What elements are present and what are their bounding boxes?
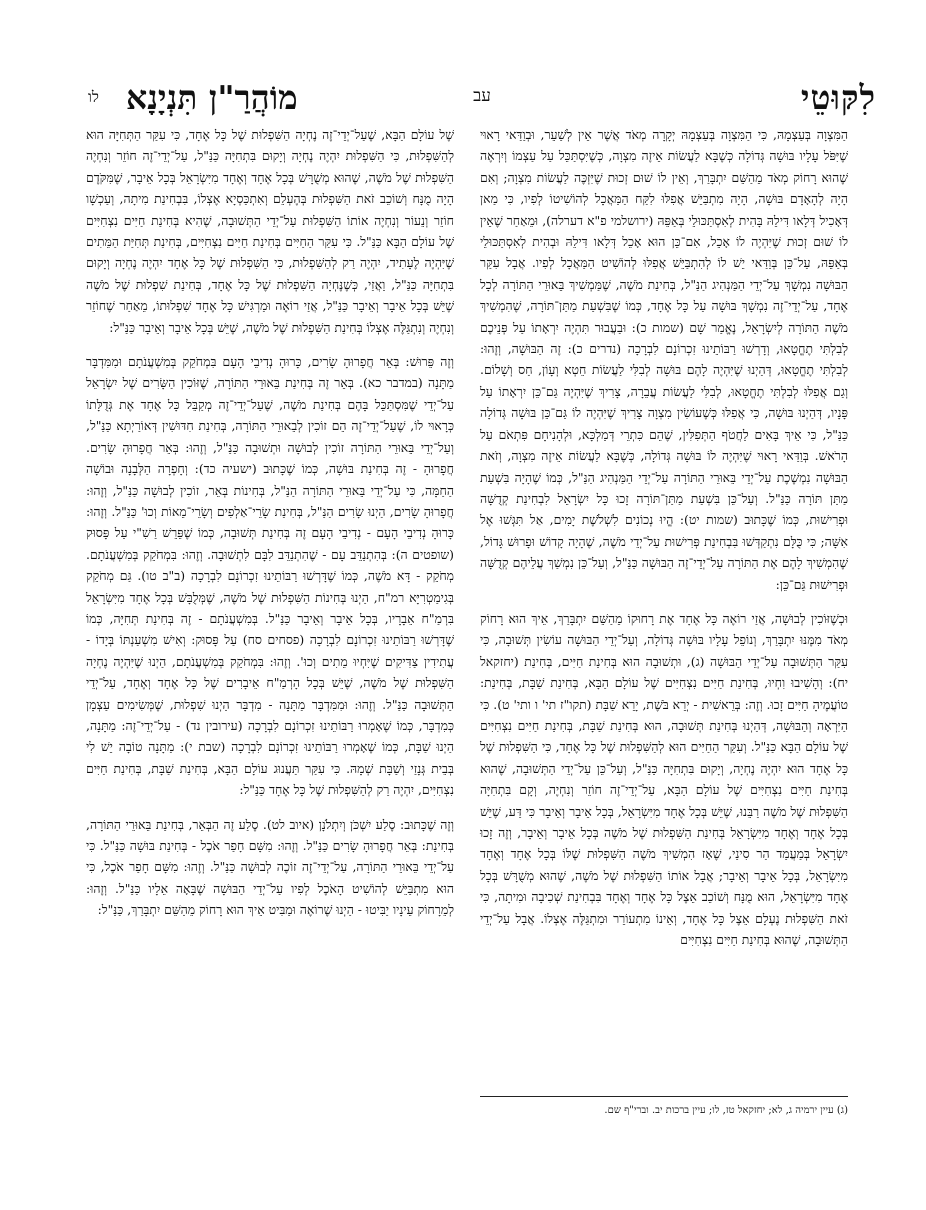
text-column-left	[86, 124, 454, 921]
footnote-divider	[480, 1096, 848, 1097]
book-title-right: לִקּוּטֵי	[800, 78, 876, 117]
paragraph: שֶׁל עוֹלָם הַבָּא, שֶׁעַל־יְדֵי־זֶה נֶחְיָה הַשִּׁפְלוּת שֶׁל כָּל אֶחָד, כִּי עִקַּר הַתְּחִיָּה הוּא לְהַשִּׁפְלוּת, כִּי הַשִּׁפְלוּת יִהְיֶה נֶחְיָה וְיָקוּם בִּתְחִיָּה כַּנַּ"ל, עַל־יְדֵי־זֶה חוֹזֵר וְנִחְיֶה הַשִּׁפְלוּת שֶׁל מֹשֶׁה, שֶׁהוּא מְשֻׁרָּשׁ בְּכָל אֶחָד וְאֶחָד מִיִּשְׂרָאֵל בְּכָל אֵיבָר, שֶׁמִּקֹּדֶם הָיָה מֻנָּח וְשׁוֹכֵב זֹאת הַשִּׁפְלוּת בְּהֶעְלֵם וְאִתְכַּסְיָא אֶצְלוֹ, בִּבְחִינַת מִיתָה, וְעַכְשָׁו חוֹזֵר וְנֵעוֹר וְנִחְיֶה אוֹתוֹ הַשִּׁפְלוּת עַל־יְדֵי הַתְּשׁוּבָה, שֶׁהִיא בְּחִינַת חַיִּים נִצְחִיִּים שֶׁל עוֹלָם הַבָּא כַּנַּ"ל. כִּי עִקַּר הַחַיִּים בְּחִינַת חַיִּים נִצְחִיִּים, בְּחִינַת תְּחִיַּת הַמֵּתִים שֶׁיִּהְיֶה לֶעָתִיד, יִהְיֶה רַק לְהַשִּׁפְלוּת, כִּי הַשִּׁפְלוּת שֶׁל כָּל אֶחָד יִהְיֶה נֶחְיָה וְיָקוּם בִּתְחִיָּה כַּנַּ"ל, וַאֲזַי, כְּשֶׁנֶּחְיָה הַשִּׁפְלוּת שֶׁל כָּל אֶחָד, בְּחִינַת שִׁפְלוּת שֶׁל מֹשֶׁה שֶׁיֵּשׁ בְּכָל אֵיבָר וְאֵיבָר כַּנַּ"ל, אֲזַי רוֹאֶה וּמַרְגִּישׁ כָּל אֶחָד שִׁפְלוּתוֹ, מֵאַחַר שֶׁחוֹזֵר וְנִחְיֶה וְנִתְגַּלֶּה אֶצְלוֹ בְּחִינַת הַשִּׁפְלוּת שֶׁל מֹשֶׁה, שֶׁיֵּשׁ בְּכָל אֵיבָר וְאֵיבָר כַּנַּ"ל:	[86, 127, 454, 335]
text-column-right	[480, 124, 848, 950]
paragraph: וְזֶה שֶׁכָּתוּב: סֶלַע יִשְׁכֹּן וְיִתְלֹנָן (איוב לט). סֶלַע זֶה הַבְּאֵר, בְּחִינַת בֵּאוּרֵי הַתּוֹרָה, בְּחִינַת: בְּאֵר חֲפָרוּהָ שָׂרִים כַּנַּ"ל. וְזֶהוּ: מִשָּׁם חָפַר אֹכֶל - בְּחִינַת בּוּשָׁה כַּנַּ"ל. כִּי עַל־יְדֵי בֵּאוּרֵי הַתּוֹרָה, עַל־יְדֵי־זֶה זוֹכֶה לְבוּשָׁה כַּנַּ"ל. וְזֶהוּ: מִשָּׁם חָפַר אֹכֶל, כִּי הוּא מִתְבַּיֵּשׁ לְהוֹשִׁיט הָאֹכֶל לְפִיו עַל־יְדֵי הַבּוּשָׁה שֶׁבָּאָה אֵלָיו כַּנַּ"ל. וְזֶהוּ: לְמֵרָחוֹק עֵינָיו יַבִּיטוּ - הַיְנוּ שֶׁרוֹאֶה וּמַבִּיט אֵיךְ הוּא רָחוֹק מֵהַשֵּׁם יִתְבָּרַךְ, כַּנַּ"ל:	[86, 816, 454, 918]
running-header	[88, 78, 876, 124]
paragraph: הַמִּצְוָה בְּעַצְמָהּ, כִּי הַמִּצְוָה בְּעַצְמָהּ יְקָרָה מְאֹד אֲשֶׁר אֵין לְשַׁעֵר, וּבְוַדַּאי רָאוּי שֶׁיִּפֹּל עָלָיו בּוּשָׁה גְּדוֹלָה כְּשֶׁבָּא לַעֲשׂוֹת אֵיזֶה מִצְוָה, כְּשֶׁיִּסְתַּכֵּל עַל עַצְמוֹ וְיִרְאֶה שֶׁהוּא רָחוֹק מְאֹד מֵהַשֵּׁם יִתְבָּרַךְ, וְאֵין לוֹ שׁוּם זְכוּת שֶׁיִּזְכֶּה לַעֲשׂוֹת מִצְוָה; וְאִם הָיָה לְהָאָדָם בּוּשָׁה, הָיָה מִתְבַּיֵּשׁ אֲפִלּוּ לִקַּח הַמַּאֲכָל לְהוֹשִׁיטוֹ לְפִיו, כִּי מַאן דְּאָכִיל דְּלָאו דִּילֵהּ בָּהִית לְאִסְתַּכּוּלֵי בְּאַפֵּהּ (ירושלמי פ"א דערלה), וּמֵאַחַר שֶׁאֵין לוֹ שׁוּם זְכוּת שֶׁיִּהְיֶה לוֹ אָכֵל, אִם־כֵּן הוּא אָכֵל דְּלָאו דִּילֵהּ וּבְהִית לְאִסְתַּכּוּלֵי בְּאַפֵּהּ, עַל־כֵּן בְּוַדַּאי יֵשׁ לוֹ לְהִתְבַּיֵּשׁ אֲפִלּוּ לְהוֹשִׁיט הַמַּאֲכָל לְפִיו. אֲבָל עִקַּר הַבּוּשָׁה נִמְשָׁךְ עַל־יְדֵי הַמַּנְהִיג הַנַּ"ל, בְּחִינַת מֹשֶׁה, שֶׁמַּמְשִׁיךְ בֵּאוּרֵי הַתּוֹרָה לְכָל אֶחָד, עַל־יְדֵי־זֶה נִמְשָׁךְ בּוּשָׁה עַל כָּל אֶחָד, כְּמוֹ שֶׁבִּשְׁעַת מַתַּן־תּוֹרָה, שֶׁהִמְשִׁיךְ מֹשֶׁה הַתּוֹרָה לְיִשְׂרָאֵל, נֶאֱמַר שָׁם (שמות כ): וּבַעֲבוּר תִּהְיֶה יִרְאָתוֹ עַל פְּנֵיכֶם לְבִלְתִּי תֶחֱטָאוּ, וְדָרְשׁוּ רַבּוֹתֵינוּ זִכְרוֹנָם לִבְרָכָה (נדרים כ): זֶה הַבּוּשָׁה, וְזֶהוּ: לְבִלְתִּי תֶחֱטָאוּ, דְּהַיְנוּ שֶׁיִּהְיֶה לָהֶם בּוּשָׁה לְבִלִּי לַעֲשׂוֹת חֵטְא וְעָוֹן, חַס וְשָׁלוֹם. וְגַם אֲפִלּוּ לְבִלְתִּי תֶחֱטָאוּ, לְבִלִּי לַעֲשׂוֹת עֲבֵרָה, צָרִיךְ שֶׁיִּהְיֶה גַּם־כֵּן יִרְאָתוֹ עַל פָּנָיו, דְּהַיְנוּ בּוּשָׁה, כִּי אֲפִלּוּ כְּשֶׁעוֹשִׂין מִצְוָה צָרִיךְ שֶׁיִּהְיֶה לוֹ גַּם־כֵּן בּוּשָׁה גְּדוֹלָה כַּנַּ"ל, כִּי אֵיךְ בָּאִים לַחֲטֹף הַתְּפִלִּין, שֶׁהֵם כִּתְרֵי דְּמַלְכָּא, וּלְהָנִיחָם פִּתְאֹם עַל הָרֹאשׁ. בְּוַדַּאי רָאוּי שֶׁיִּהְיֶה לוֹ בּוּשָׁה גְּדוֹלָה, כְּשֶׁבָּא לַעֲשׂוֹת אֵיזֶה מִצְוָה, וְזֹאת הַבּוּשָׁה נִמְשֶׁכֶת עַל־יְדֵי בֵּאוּרֵי הַתּוֹרָה עַל־יְדֵי הַמַּנְהִיג הַנַּ"ל, כְּמוֹ שֶׁהָיָה בִּשְׁעַת מַתַּן תּוֹרָה כַּנַּ"ל. וְעַל־כֵּן בִּשְׁעַת מַתַּן־תּוֹרָה זָכוּ כָּל יִשְׂרָאֵל לִבְחִינַת קְדֻשָּׁה וּפְרִישׁוּת, כְּמוֹ שֶׁכָּתוּב (שמות יט): הֱיוּ נְכוֹנִים לִשְׁלֹשֶׁת יָמִים, אַל תִּגְּשׁוּ אֶל אִשָּׁה; כִּי כֻּלָּם נִתְקַדְּשׁוּ בִּבְחִינַת פְּרִישׁוּת עַל־יְדֵי מֹשֶׁה, שֶׁהָיָה קָדוֹשׁ וּפָרוּשׁ גָּדוֹל, שֶׁהִמְשִׁיךְ לָהֶם אֶת הַתּוֹרָה עַל־יְדֵי־זֶה הַבּוּשָׁה כַּנַּ"ל, וְעַל־כֵּן נִמְשַׁךְ עֲלֵיהֶם קְדֻשָּׁה וּפְרִישׁוּת גַּם־כֵּן:	[480, 127, 848, 592]
footnote: (ג) עיין ירמיה ג, לא; יחזקאל טז, לו; עיין ברכות יב. וברי"ף שם.	[604, 1105, 848, 1116]
paragraph: וּכְשֶׁזּוֹכִין לְבוּשָׁה, אֲזַי רוֹאֶה כָּל אֶחָד אֶת רָחוּקוֹ מֵהַשֵּׁם יִתְבָּרַךְ, אֵיךְ הוּא רָחוֹק מְאֹד מִמֶּנּוּ יִתְבָּרַךְ, וְנוֹפֵל עָלָיו בּוּשָׁה גְּדוֹלָה, וְעַל־יְדֵי הַבּוּשָׁה עוֹשִׂין תְּשׁוּבָה, כִּי עִקַּר הַתְּשׁוּבָה עַל־יְדֵי הַבּוּשָׁה (ג), וּתְשׁוּבָה הוּא בְּחִינַת חַיִּים, בְּחִינַת (יחזקאל יח): וְהָשִׁיבוּ וִחְיוּ, בְּחִינַת חַיִּים נִצְחִיִּים שֶׁל עוֹלָם הַבָּא, בְּחִינַת שַׁבָּת, בְּחִינַת: טוֹעֲמֶיהָ חַיִּים זָכוּ. וְזֶה: בְּרֵאשִׁית - יְרֵא בֹּשֶׁת, יָרֵא שַׁבָּת (תקו"ז תי' ו ותי' ט). כִּי הַיִּרְאָה וְהַבּוּשָׁה, דְּהַיְנוּ בְּחִינַת תְּשׁוּבָה, הוּא בְּחִינַת שַׁבָּת, בְּחִינַת חַיִּים נִצְחִיִּים שֶׁל עוֹלָם הַבָּא כַּנַּ"ל. וְעִקַּר הַחַיִּים הוּא לְהַשִּׁפְלוּת שֶׁל כָּל אֶחָד, כִּי הַשִּׁפְלוּת שֶׁל כָּל אֶחָד הוּא יִהְיֶה נֶחְיָה, וְיָקוּם בִּתְחִיָּה כַּנַּ"ל, וְעַל־כֵּן עַל־יְדֵי הַתְּשׁוּבָה, שֶׁהוּא בְּחִינַת חַיִּים נִצְחִיִּים שֶׁל עוֹלָם הַבָּא, עַל־יְדֵי־זֶה חוֹזֵר וְנִחְיֶה, וְקָם בִּתְחִיָּה הַשִּׁפְלוּת שֶׁל מֹשֶׁה רַבֵּנוּ, שֶׁיֵּשׁ בְּכָל אֶחָד מִיִּשְׂרָאֵל, בְּכָל אֵיבָר וְאֵיבָר כִּי דַּע, שֶׁיֵּשׁ בְּכָל אֶחָד וְאֶחָד מִיִּשְׂרָאֵל בְּחִינַת הַשִּׁפְלוּת שֶׁל מֹשֶׁה בְּכָל אֵיבָר וְאֵיבָר, וְזֶה זָכוּ יִשְׂרָאֵל בְּמַעֲמַד הַר סִינַי, שֶׁאָז הִמְשִׁיךְ מֹשֶׁה הַשִּׁפְלוּת שֶׁלּוֹ בְּכָל אֶחָד וְאֶחָד מִיִּשְׂרָאֵל, בְּכָל אֵיבָר וְאֵיבָר; אֲבָל אוֹתוֹ הַשִּׁפְלוּת שֶׁל מֹשֶׁה, שֶׁהוּא מְשֻׁרָּשׁ בְּכָל אֶחָד מִיִּשְׂרָאֵל, הוּא מֻנָּח וְשׁוֹכֵב אֵצֶל כָּל אֶחָד וְאֶחָד בִּבְחִינַת שְׁכִיבָה וּמִיתָה, כִּי זֹאת הַשִּׁפְלוּת נֶעְלָם אֵצֶל כָּל אֶחָד, וְאֵינוֹ מִתְעוֹרֵר וּמִתְגַּלֶּה אֶצְלוֹ. אֲבָל עַל־יְדֵי הַתְּשׁוּבָה, שֶׁהוּא בְּחִינַת חַיִּים נִצְחִיִּים	[480, 610, 848, 948]
page-number: לו	[88, 88, 99, 106]
book-title-left: מוֹהֲרַ"ן תִּנְיָנָא	[126, 78, 298, 117]
paragraph: וְזֶה פֵּרוּשׁ: בְּאֵר חֲפָרוּהָ שָׂרִים, כָּרוּהָ נְדִיבֵי הָעָם בִּמְחֹקֵק בְּמִשְׁעֲנֹתָם וּמִמִּדְבָּר מַתָּנָה (במדבר כא). בְּאֵר זֶה בְּחִינַת בֵּאוּרֵי הַתּוֹרָה, שֶׁזּוֹכִין הַשָּׂרִים שֶׁל יִשְׂרָאֵל עַל־יְדֵי שֶׁמִּסְתַּכֵּל בָּהֶם בְּחִינַת מֹשֶׁה, שֶׁעַל־יְדֵי־זֶה מְקַבֵּל כָּל אֶחָד אֶת גְּדֻלָּתוֹ כְּרָאוּי לוֹ, שֶׁעַל־יְדֵי־זֶה הֵם זוֹכִין לְבֵאוּרֵי הַתּוֹרָה, בְּחִינַת חִדּוּשִׁין דְּאוֹרַיְתָא כַּנַּ"ל, וְעַל־יְדֵי בֵּאוּרֵי הַתּוֹרָה זוֹכִין לְבוּשָׁה וּתְשׁוּבָה כַּנַּ"ל, וְזֶהוּ: בְּאֵר חֲפָרוּהָ שָׂרִים. חֲפָרוּהָ - זֶה בְּחִינַת בּוּשָׁה, כְּמוֹ שֶׁכָּתוּב (ישעיה כד): וְחָפְרָה הַלְּבָנָה וּבוֹשָׁה הַחַמָּה, כִּי עַל־יְדֵי בֵּאוּרֵי הַתּוֹרָה הַנַּ"ל, בְּחִינוֹת בְּאֵר, זוֹכִין לְבוּשָׁה כַּנַּ"ל, וְזֶהוּ: חֲפָרוּהָ שָׂרִים, הַיְנוּ שָׂרִים הַנַּ"ל, בְּחִינַת שָׂרֵי־אַלְפִים וְשָׂרֵי־מֵאוֹת וְכוּ' כַּנַּ"ל. וְזֶהוּ: כָּרוּהָ נְדִיבֵי הָעָם - נְדִיבֵי הָעָם זֶה בְּחִינַת תְּשׁוּבָה, כְּמוֹ שֶׁפֵּרֵשׁ רַשִׁ"י עַל פָּסוּק (שופטים ה): בְּהִתְנַדֵּב עָם - שֶׁהִתְנַדֵּב לִבָּם לִתְשׁוּבָה. וְזֶהוּ: בִּמְחֹקֵק בְּמִשְׁעֲנֹתָם. מְחֹקֵק - דָּא מֹשֶׁה, כְּמוֹ שֶׁדָּרְשׁוּ רַבּוֹתֵינוּ זִכְרוֹנָם לִבְרָכָה (ב"ב טו). גַּם מְחֹקֵק בְּגִימַטְרִיָּא רמ"ח, הַיְנוּ בְּחִינוֹת הַשִּׁפְלוּת שֶׁל מֹשֶׁה, שֶׁמְּלֻבָּשׁ בְּכָל אֶחָד מִיִּשְׂרָאֵל בִּרְמַ"ח אֵבָרָיו, בְּכָל אֵיבָר וְאֵיבָר כַּנַּ"ל. בְּמִשְׁעֲנֹתָם - זֶה בְּחִינַת תְּחִיָּה, כְּמוֹ שֶׁדָּרְשׁוּ רַבּוֹתֵינוּ זִכְרוֹנָם לִבְרָכָה (פסחים סח) עַל פָּסוּק: וְאִישׁ מִשְׁעַנְתּוֹ בְּיָדוֹ - עֲתִידִין צַדִּיקִים שֶׁיִּחְיוּ מֵתִים וְכוּ'. וְזֶהוּ: בִּמְחֹקֵק בְּמִשְׁעֲנֹתָם, הַיְנוּ שֶׁיִּהְיֶה נֶחְיָה הַשִּׁפְלוּת שֶׁל מֹשֶׁה, שֶׁיֵּשׁ בְּכָל הָרְמַ"ח אֵיבָרִים שֶׁל כָּל אֶחָד וְאֶחָד, עַל־יְדֵי הַתְּשׁוּבָה כַּנַּ"ל. וְזֶהוּ: וּמִמִּדְבָּר מַתָּנָה - מִדְבָּר הַיְנוּ שִׁפְלוּת, שֶׁמְּשִׂימִים עַצְמָן כְּמִדְבָּר, כְּמוֹ שֶׁאָמְרוּ רַבּוֹתֵינוּ זִכְרוֹנָם לִבְרָכָה (עירובין נד) - עַל־יְדֵי־זֶה: מַתָּנָה, הַיְנוּ שַׁבָּת, כְּמוֹ שֶׁאָמְרוּ רַבּוֹתֵינוּ זִכְרוֹנָם לִבְרָכָה (שבת י): מַתָּנָה טוֹבָה יֵשׁ לִי בְּבֵית גְּנָזַי וְשַׁבָּת שְׁמָהּ. כִּי עִקַּר תַּעֲנוּג עוֹלָם הַבָּא, בְּחִינַת שַׁבָּת, בְּחִינַת חַיִּים נִצְחִיִּים, יִהְיֶה רַק לְהַשִּׁפְלוּת שֶׁל כָּל אֶחָד כַּנַּ"ל:	[86, 354, 454, 798]
folio-number: עב	[473, 86, 491, 106]
